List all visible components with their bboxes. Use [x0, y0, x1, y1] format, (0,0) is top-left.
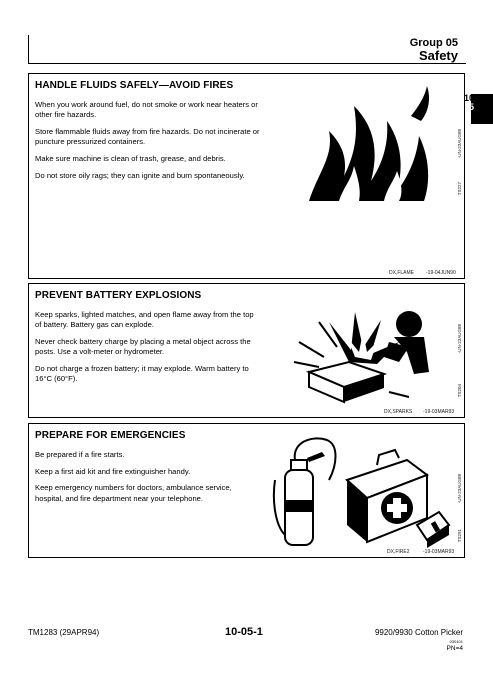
figure-id: TS291: [457, 529, 462, 543]
paragraph: Keep a first aid kit and fire extinguisher handy.: [35, 466, 191, 476]
figure-code: -UN-23AUG88: [457, 129, 462, 159]
flame-icon: [299, 86, 449, 206]
group-label: Group 05: [409, 37, 458, 49]
manual-number: TM1283 (29APR94): [28, 628, 100, 637]
panel-fluids: [28, 73, 465, 279]
battery-explosion-icon: [289, 302, 439, 407]
panel-battery: [28, 283, 465, 418]
paragraph: Make sure machine is clean of trash, grease, and debris.: [35, 153, 226, 163]
footer-code: 030101: [449, 639, 463, 644]
panel-body: [35, 100, 260, 187]
figure-caption-file: DX,SPARKS: [384, 409, 413, 415]
figure-id: TS204: [457, 384, 462, 398]
pn-label: PN=4: [446, 645, 463, 652]
figure-caption-date: -19-03MAR93: [423, 409, 455, 415]
figure-caption-date: -19-04JUN90: [426, 270, 456, 276]
section-tab-text: 10 05 1: [464, 93, 475, 121]
figure-id: TS227: [457, 182, 462, 196]
panel-body: [35, 450, 260, 510]
paragraph: Do not charge a frozen battery; it may explode. Warm battery to 16°C (60°F).: [35, 363, 249, 384]
page-number: 10-05-1: [225, 626, 263, 638]
paragraph: Be prepared if a fire starts.: [35, 450, 125, 459]
header-rule: [28, 35, 466, 64]
section-title: Safety: [418, 48, 458, 63]
first-aid-extinguisher-icon: [267, 430, 452, 550]
panel-title: PREVENT BATTERY EXPLOSIONS: [35, 290, 202, 301]
figure-code: -UN-23AUG88: [457, 474, 462, 504]
paragraph: Do not store oily rags; they can ignite and burn spontaneously.: [35, 170, 245, 180]
figure-caption-file: DX,FIRE2: [387, 549, 410, 555]
paragraph: Store flammable fluids away from fire hazards. Do not incinerate or puncture pressurized containers.: [35, 126, 260, 147]
product-name: 9920/9930 Cotton Picker: [374, 628, 463, 637]
figure-caption-file: DX,FLAME: [389, 270, 415, 276]
panel-title: PREPARE FOR EMERGENCIES: [35, 430, 186, 441]
figure-code: -UN-23AUG88: [457, 324, 462, 354]
paragraph: When you work around fuel, do not smoke or work near heaters or other fire hazards.: [35, 100, 258, 120]
paragraph: Keep emergency numbers for doctors, ambulance service, hospital, and fire department near your telephone.: [35, 483, 232, 503]
paragraph: Never check battery charge by placing a metal object across the posts. Use a volt-meter or hydrometer.: [35, 336, 251, 357]
panel-body: [35, 310, 260, 391]
paragraph: Keep sparks, lighted matches, and open flame away from the top of battery. Battery gas can explode.: [35, 310, 254, 330]
section-tab: [471, 94, 493, 124]
figure-caption-date: -19-03MAR93: [423, 549, 455, 555]
panel-emergencies: [28, 423, 465, 558]
panel-title: HANDLE FLUIDS SAFELY—AVOID FIRES: [35, 80, 234, 91]
